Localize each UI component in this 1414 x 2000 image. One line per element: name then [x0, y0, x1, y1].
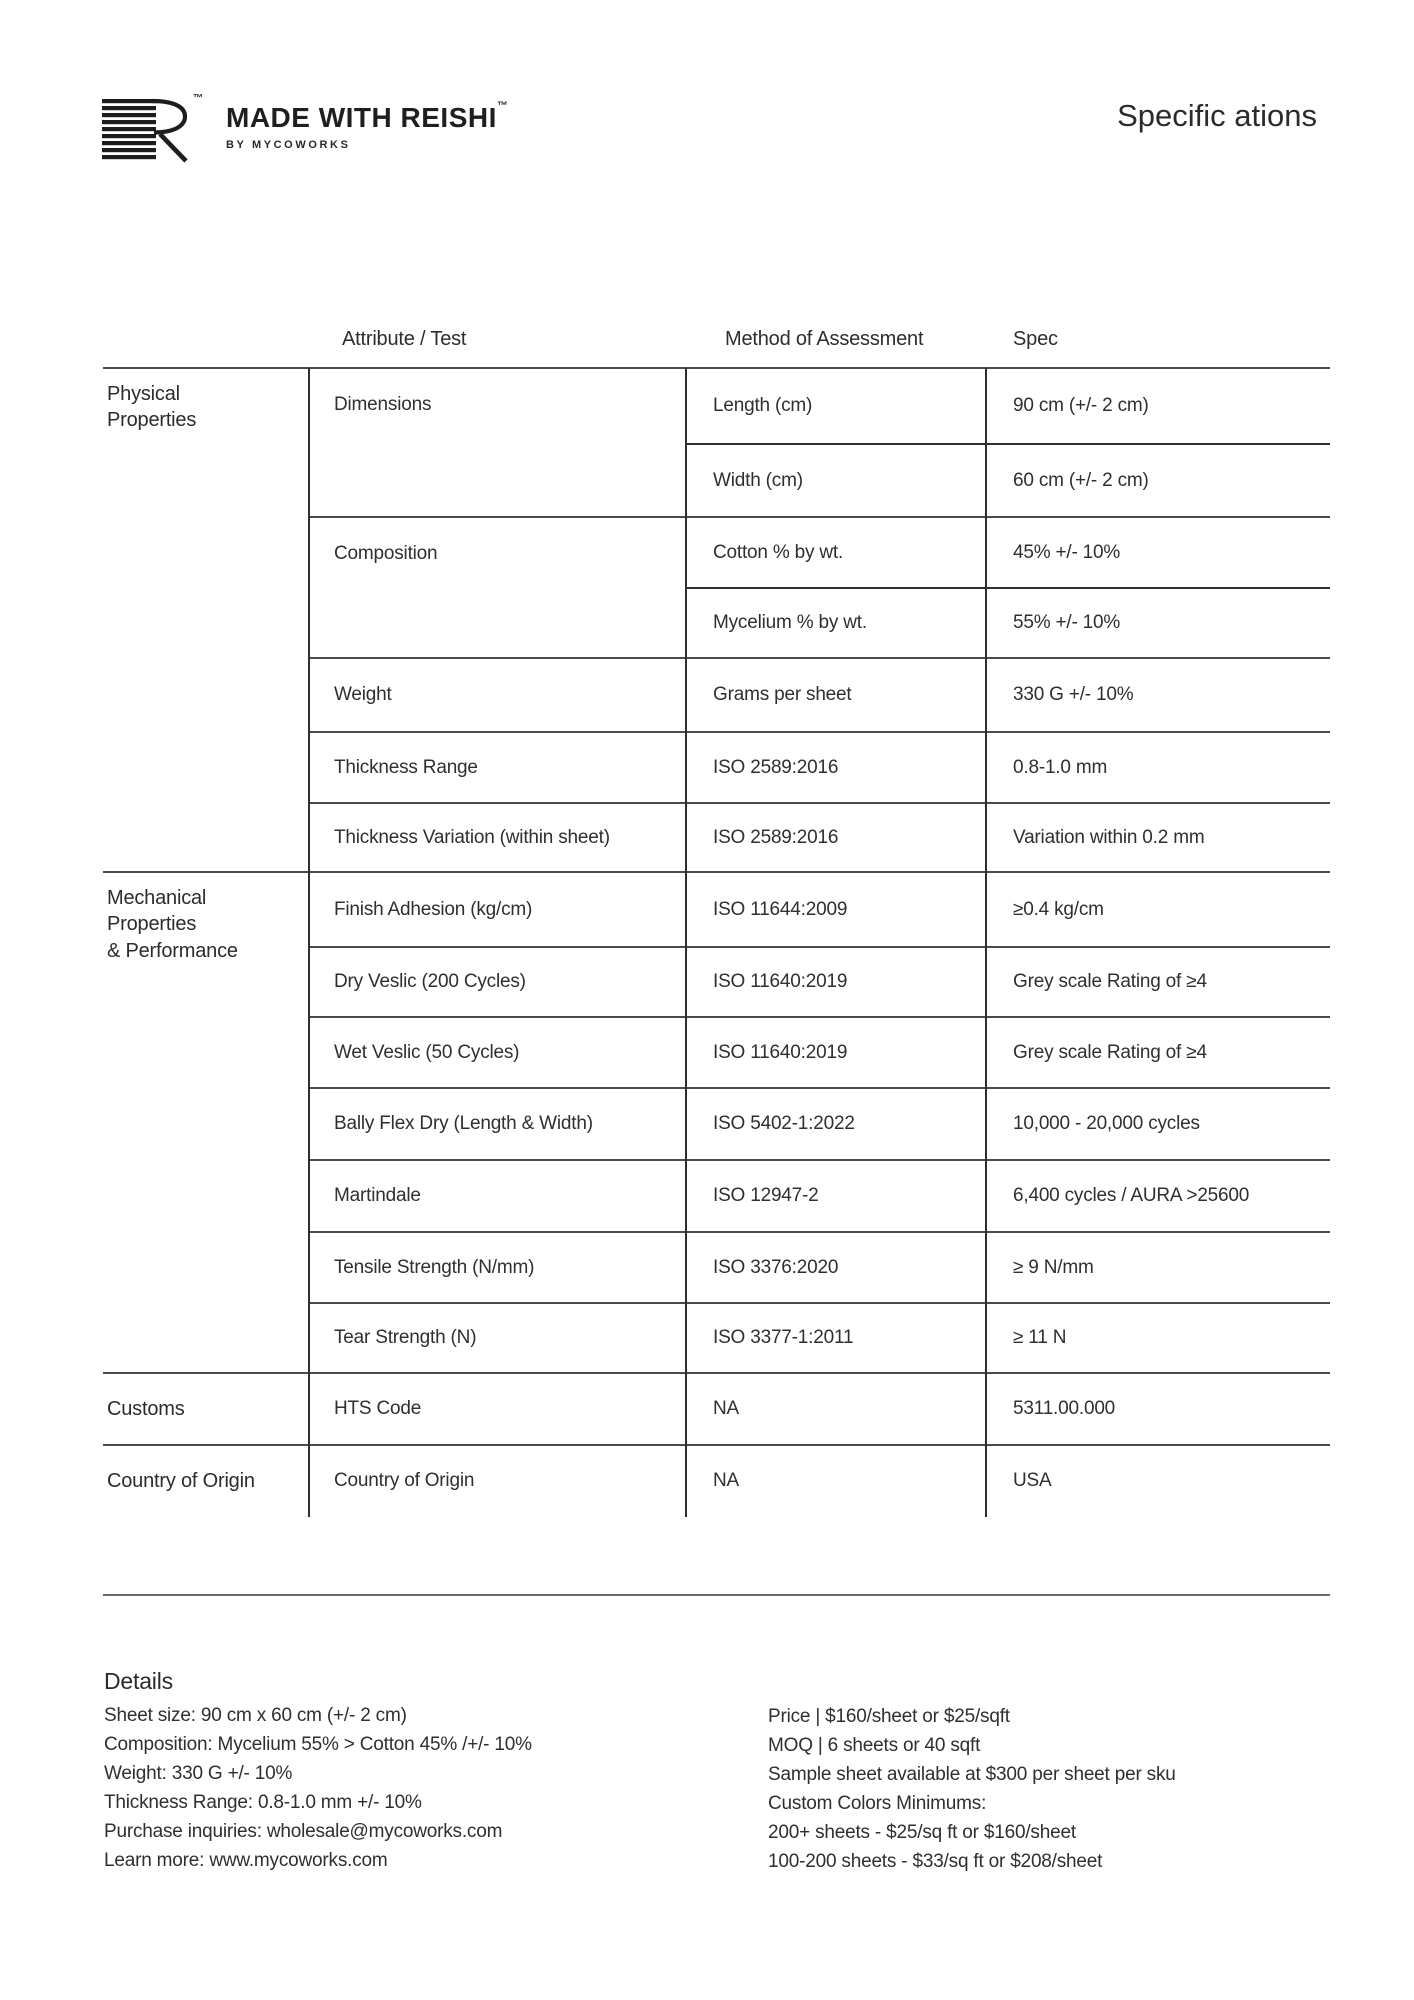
- method-weight: Grams per sheet: [713, 684, 852, 706]
- attribute-tensile-strength: Tensile Strength (N/mm): [334, 1256, 535, 1278]
- attribute-hts-code: HTS Code: [334, 1398, 422, 1420]
- table-rule: [685, 443, 1330, 445]
- column-header-attribute: Attribute / Test: [342, 328, 467, 350]
- attribute-finish-adhesion: Finish Adhesion (kg/cm): [334, 898, 533, 920]
- logo-trademark: ™: [193, 93, 203, 104]
- details-custom-colors-tier2: 100-200 sheets - $33/sq ft or $208/sheet: [768, 1851, 1103, 1872]
- table-rule: [308, 946, 1330, 948]
- spec-tear-strength: ≥ 11 N: [1013, 1327, 1067, 1349]
- details-left-block: [104, 1668, 532, 1875]
- table-rule: [308, 731, 1330, 733]
- spec-martindale: 6,400 cycles / AURA >25600: [1013, 1185, 1250, 1207]
- spec-finish-adhesion: ≥0.4 kg/cm: [1013, 898, 1104, 920]
- attribute-tear-strength: Tear Strength (N): [334, 1327, 477, 1349]
- method-thickness-variation: ISO 2589:2016: [713, 826, 839, 848]
- spec-weight: 330 G +/- 10%: [1013, 684, 1134, 706]
- method-country-of-origin: NA: [713, 1470, 739, 1492]
- spec-hts-code: 5311.00.000: [1013, 1398, 1116, 1420]
- spec-wet-veslic: Grey scale Rating of ≥4: [1013, 1041, 1207, 1063]
- method-width: Width (cm): [713, 469, 803, 491]
- table-column-divider: [685, 368, 687, 1517]
- section-label-line: Physical: [107, 383, 180, 405]
- table-rule: [308, 1087, 1330, 1089]
- section-label-line: Properties: [107, 409, 197, 432]
- details-price: Price | $160/sheet or $25/sqft: [768, 1706, 1010, 1727]
- table-rule: [103, 1444, 1330, 1446]
- table-rule: [308, 657, 1330, 659]
- attribute-thickness-range: Thickness Range: [334, 756, 478, 778]
- details-sheet-size: Sheet size: 90 cm x 60 cm (+/- 2 cm): [104, 1705, 407, 1726]
- section-label-line: & Performance: [107, 939, 238, 962]
- table-rule: [308, 1231, 1330, 1233]
- details-divider: [103, 1594, 1330, 1596]
- method-martindale: ISO 12947-2: [713, 1185, 819, 1207]
- section-label-line: Mechanical: [107, 887, 207, 909]
- attribute-wet-veslic: Wet Veslic (50 Cycles): [334, 1041, 520, 1063]
- method-tear-strength: ISO 3377-1:2011: [713, 1327, 854, 1349]
- table-rule: [685, 587, 1330, 589]
- table-rule: [103, 1372, 1330, 1374]
- details-custom-colors-heading: Custom Colors Minimums:: [768, 1793, 987, 1814]
- brand-name-text: MADE WITH REISHI: [226, 102, 497, 133]
- spec-length: 90 cm (+/- 2 cm): [1013, 395, 1149, 417]
- details-right-block: [768, 1702, 1176, 1876]
- details-heading: Details: [104, 1668, 173, 1694]
- column-header-method: Method of Assessment: [725, 328, 924, 350]
- details-composition: Composition: Mycelium 55% > Cotton 45% /+/- 10%: [104, 1734, 532, 1755]
- spec-country-of-origin: USA: [1013, 1470, 1052, 1492]
- table-column-divider: [985, 368, 987, 1517]
- table-rule: [308, 1159, 1330, 1161]
- spec-thickness-variation: Variation within 0.2 mm: [1013, 826, 1205, 848]
- brand-name: [226, 100, 508, 134]
- mycoworks-r-logo-icon: [100, 95, 192, 165]
- method-mycelium: Mycelium % by wt.: [713, 612, 867, 634]
- attribute-weight: Weight: [334, 684, 392, 706]
- table-rule: [308, 802, 1330, 804]
- column-header-spec: Spec: [1013, 328, 1058, 350]
- details-moq: MOQ | 6 sheets or 40 sqft: [768, 1735, 981, 1756]
- table-rule: [308, 1302, 1330, 1304]
- table-rule: [103, 367, 1330, 369]
- method-finish-adhesion: ISO 11644:2009: [713, 898, 848, 920]
- section-label-line: Properties: [107, 913, 197, 936]
- spec-width: 60 cm (+/- 2 cm): [1013, 469, 1149, 491]
- spec-thickness-range: 0.8-1.0 mm: [1013, 756, 1108, 778]
- method-hts-code: NA: [713, 1398, 739, 1420]
- details-sample-sheet: Sample sheet available at $300 per sheet per sku: [768, 1764, 1176, 1785]
- method-tensile-strength: ISO 3376:2020: [713, 1256, 839, 1278]
- brand-subtitle: BY MYCOWORKS: [226, 139, 351, 151]
- table-rule: [308, 1016, 1330, 1018]
- details-weight: Weight: 330 G +/- 10%: [104, 1763, 293, 1784]
- attribute-thickness-variation: Thickness Variation (within sheet): [334, 826, 610, 848]
- details-thickness-range: Thickness Range: 0.8-1.0 mm +/- 10%: [104, 1792, 422, 1813]
- method-dry-veslic: ISO 11640:2019: [713, 971, 848, 993]
- table-column-divider: [308, 368, 310, 1517]
- attribute-bally-flex: Bally Flex Dry (Length & Width): [334, 1113, 593, 1135]
- method-cotton: Cotton % by wt.: [713, 541, 844, 563]
- spec-dry-veslic: Grey scale Rating of ≥4: [1013, 971, 1207, 993]
- brand-trademark: ™: [496, 100, 508, 112]
- section-label-line: Country of Origin: [107, 1469, 255, 1492]
- table-rules-overlay: [103, 318, 1330, 1517]
- attribute-martindale: Martindale: [334, 1185, 421, 1207]
- table-rule: [103, 871, 1330, 873]
- method-bally-flex: ISO 5402-1:2022: [713, 1113, 855, 1135]
- spec-bally-flex: 10,000 - 20,000 cycles: [1013, 1113, 1200, 1135]
- details-learn-more: Learn more: www.mycoworks.com: [104, 1850, 388, 1871]
- method-wet-veslic: ISO 11640:2019: [713, 1041, 848, 1063]
- method-thickness-range: ISO 2589:2016: [713, 756, 839, 778]
- details-purchase-inquiries: Purchase inquiries: wholesale@mycoworks.com: [104, 1821, 503, 1842]
- spec-mycelium: 55% +/- 10%: [1013, 612, 1121, 634]
- attribute-dry-veslic: Dry Veslic (200 Cycles): [334, 971, 526, 993]
- page-title: Specific ations: [1117, 98, 1317, 133]
- brand-block: [226, 100, 508, 151]
- attribute-dimensions: Dimensions: [334, 394, 432, 415]
- method-length: Length (cm): [713, 395, 813, 417]
- section-label-line: Customs: [107, 1397, 185, 1420]
- details-custom-colors-tier1: 200+ sheets - $25/sq ft or $160/sheet: [768, 1822, 1076, 1843]
- spec-tensile-strength: ≥ 9 N/mm: [1013, 1256, 1094, 1278]
- attribute-composition: Composition: [334, 543, 438, 564]
- table-rule: [308, 516, 1330, 518]
- attribute-country-of-origin: Country of Origin: [334, 1470, 475, 1492]
- spec-cotton: 45% +/- 10%: [1013, 541, 1121, 563]
